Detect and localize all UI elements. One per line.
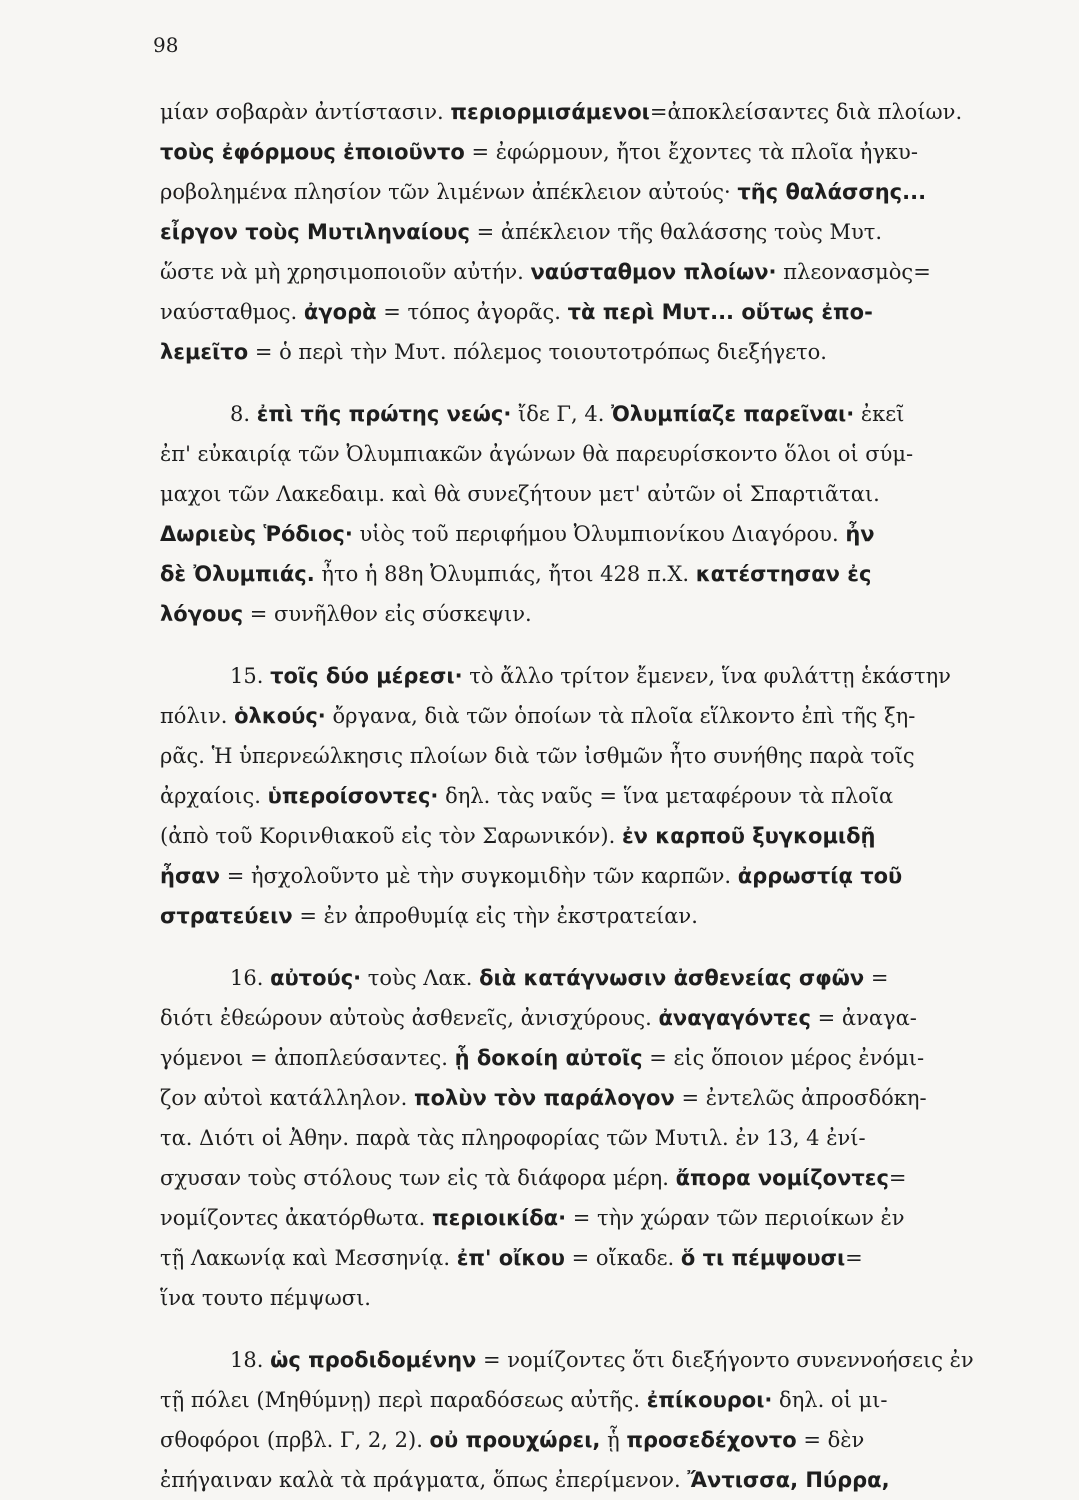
paragraph [160,92,1050,372]
lemma-term: διὰ κατάγνωσιν ἀσθενείας σφῶν [479,966,865,990]
lemma-term: λεμεῖτο [160,340,249,364]
lemma-term: ὅ τι πέμψουσι [680,1246,846,1270]
gloss-text: = νομίζοντες ὅτι διεξήγοντο συνεννοήσεις ἐν [476,1348,974,1372]
gloss-text: = ἐντελῶς ἀπροσδόκη- [674,1086,927,1110]
paragraph [160,394,1050,634]
text-line [160,998,1050,1038]
gloss-text: = ἐφώρμουν, ἤτοι ἔχοντες τὰ πλοῖα ἠγκυ- [464,140,918,164]
text-line [160,1340,1050,1380]
gloss-text: ἴδε Γ, 4. [511,402,612,426]
lemma-term: Ὀλυμπίαζε παρεῖναι· [611,402,855,426]
text-line [160,132,1050,172]
gloss-text: = [845,1246,863,1270]
lemma-term: τοὺς ἐφόρμους ἐποιοῦντο [160,140,465,164]
text-line [160,656,1050,696]
gloss-text: δηλ. τὰς ναῦς = ἵνα μεταφέρουν τὰ πλοῖα [438,784,894,808]
text-line [160,958,1050,998]
text-line [160,252,1050,292]
lemma-term: ἐπ' οἴκου [456,1246,565,1270]
gloss-text: ἵνα τουτο πέμψωσι. [160,1286,371,1310]
gloss-text: τὸ ἄλλο τρίτον ἔμενεν, ἵνα φυλάττῃ ἑκάστην [462,664,951,688]
gloss-text: νομίζοντες ἀκατόρθωτα. [160,1206,433,1230]
text-line [160,1278,1050,1318]
gloss-text: = ἀναγα- [810,1006,917,1030]
gloss-text: δηλ. οἱ μι- [772,1388,888,1412]
text-line [160,776,1050,816]
gloss-text: σχυσαν τοὺς στόλους των εἰς τὰ διάφορα μέρη. [160,1166,676,1190]
paragraph-gap [160,372,1050,394]
gloss-text: = ἠσχολοῦντο μὲ τὴν συγκομιδὴν τῶν καρπῶν. [220,864,738,888]
gloss-text: (ἀπὸ τοῦ Κορινθιακοῦ εἰς τὸν Σαρωνικόν). [160,824,622,848]
lemma-term: περιορμισάμενοι [450,100,650,124]
gloss-text: ᾗ [600,1428,627,1452]
lemma-term: ὑπεροίσοντες· [267,784,439,808]
gloss-text: = εἰς ὅποιον μέρος ἐνόμι- [642,1046,925,1070]
lemma-term: ἦσαν [160,864,221,888]
gloss-text: τῇ πόλει (Μηθύμνῃ) περὶ παραδόσεως αὐτῆς. [160,1388,647,1412]
gloss-text: ἦτο ἡ 88η Ὀλυμπιάς, ἤτοι 428 π.Χ. [314,562,696,586]
page-number: 98 [153,33,179,57]
lemma-term: ἦν [845,522,875,546]
lemma-term: ἀρρωστίᾳ τοῦ [737,864,903,888]
gloss-text: = ἐν ἀπροθυμίᾳ εἰς τὴν ἐκστρατείαν. [292,904,698,928]
gloss-text: σθοφόροι (πρβλ. Γ, 2, 2). [160,1428,430,1452]
gloss-text: μαχοι τῶν Λακεδαιμ. καὶ θὰ συνεζήτουν μετ' αὐτῶν οἱ Σπαρτιᾶται. [160,482,880,506]
text-line [160,172,1050,212]
lemma-term: προσεδέχοντο [626,1428,797,1452]
gloss-text: ἐπ' εὐκαιρίᾳ τῶν Ὀλυμπιακῶν ἀγώνων θὰ παρευρίσκοντο ὅλοι οἱ σύμ- [160,442,914,466]
text-line [160,292,1050,332]
gloss-text: =ἀποκλείσαντες διὰ πλοίων. [649,100,963,124]
gloss-text: = οἴκαδε. [564,1246,681,1270]
lemma-term: λόγους [160,602,244,626]
gloss-text: ἐκεῖ [854,402,905,426]
lemma-term: πολὺν τὸν παράλογον [413,1086,675,1110]
text-line [160,1118,1050,1158]
gloss-text: = συνῆλθον εἰς σύσκεψιν. [243,602,532,626]
gloss-text: ροβολημένα πλησίον τῶν λιμένων ἀπέκλειον αὐτούς· [160,180,738,204]
lemma-term: ἄπορα νομίζοντες [675,1166,889,1190]
gloss-text: τα. Διότι οἱ Ἀθην. παρὰ τὰς πληροφορίας τῶν Μυτιλ. ἐν 13, 4 ἐνί- [160,1126,866,1150]
commentary-text [160,92,1050,1500]
gloss-text: = τόπος ἀγορᾶς. [376,300,568,324]
lemma-term: ᾗ δοκοίη αὐτοῖς [454,1046,643,1070]
paragraph-gap [160,936,1050,958]
gloss-text: υἱὸς τοῦ περιφήμου Ὀλυμπιονίκου Διαγόρου. [352,522,846,546]
text-line [160,594,1050,634]
gloss-text: 18. [230,1348,271,1372]
lemma-term: τοῖς δύο μέρεσι· [270,664,463,688]
text-line [160,474,1050,514]
text-line [160,1380,1050,1420]
text-line [160,514,1050,554]
gloss-text: 16. [230,966,271,990]
lemma-term: Δωριεὺς Ῥόδιος· [160,522,353,546]
lemma-term: τὰ περὶ Μυτ... οὕτως ἐπο- [567,300,873,324]
gloss-text: 8. [230,402,257,426]
gloss-text: ἐπήγαιναν καλὰ τὰ πράγματα, ὅπως ἐπερίμενον. [160,1468,688,1492]
lemma-term: στρατεύειν [160,904,293,928]
gloss-text: ὥστε νὰ μὴ χρησιμοποιοῦν αὐτήν. [160,260,531,284]
paragraph [160,1340,1050,1500]
lemma-term: Ἄντισσα, Πύρρα, [687,1468,890,1492]
text-line [160,816,1050,856]
text-line [160,1078,1050,1118]
text-line [160,736,1050,776]
lemma-term: ἐπίκουροι· [646,1388,773,1412]
gloss-text: = ὁ περὶ τὴν Μυτ. πόλεμος τοιουτοτρόπως διεξήγετο. [248,340,827,364]
gloss-text: ὄργανα, διὰ τῶν ὁποίων τὰ πλοῖα εἵλκοντο ἐπὶ τῆς ξη- [325,704,916,728]
lemma-term: ναύσταθμον πλοίων· [530,260,777,284]
gloss-text: μίαν σοβαρὰν ἀντίστασιν. [160,100,451,124]
text-line [160,1158,1050,1198]
text-line [160,1460,1050,1500]
paragraph [160,656,1050,936]
lemma-term: ἐν καρποῦ ξυγκομιδῇ [621,824,876,848]
gloss-text: ζον αὐτοὶ κατάλληλον. [160,1086,414,1110]
gloss-text: = τὴν χώραν τῶν περιοίκων ἐν [566,1206,905,1230]
text-line [160,896,1050,936]
gloss-text: = δὲν [796,1428,865,1452]
gloss-text: ναύσταθμος. [160,300,304,324]
gloss-text: τῇ Λακωνίᾳ καὶ Μεσσηνίᾳ. [160,1246,457,1270]
paragraph-gap [160,634,1050,656]
gloss-text: γόμενοι = ἀποπλεύσαντες. [160,1046,455,1070]
gloss-text: τοὺς Λακ. [361,966,480,990]
text-line [160,856,1050,896]
lemma-term: ὁλκούς· [234,704,326,728]
lemma-term: ἐπὶ τῆς πρώτης νεώς· [256,402,512,426]
lemma-term: αὐτούς· [270,966,362,990]
text-line [160,696,1050,736]
lemma-term: ὡς προδιδομένην [270,1348,477,1372]
lemma-term: δὲ Ὀλυμπιάς. [160,562,315,586]
lemma-term: οὐ προυχώρει, [429,1428,601,1452]
lemma-term: εἶργον τοὺς Μυτιληναίους [160,220,470,244]
gloss-text: = ἀπέκλειον τῆς θαλάσσης τοὺς Μυτ. [469,220,883,244]
text-line [160,394,1050,434]
text-line [160,1198,1050,1238]
text-line [160,1420,1050,1460]
gloss-text: διότι ἐθεώρουν αὐτοὺς ἀσθενεῖς, ἀνισχύρους. [160,1006,659,1030]
gloss-text: 15. [230,664,271,688]
text-line [160,212,1050,252]
lemma-term: ἀναγαγόντες [658,1006,811,1030]
paragraph-gap [160,1318,1050,1340]
text-line [160,332,1050,372]
lemma-term: τῆς θαλάσσης... [737,180,927,204]
text-line [160,554,1050,594]
text-line [160,1038,1050,1078]
gloss-text: ἀρχαίοις. [160,784,268,808]
gloss-text: ρᾶς. Ἡ ὑπερνεώλκησις πλοίων διὰ τῶν ἰσθμῶν ἦτο συνήθης παρὰ τοῖς [160,744,915,768]
lemma-term: περιοικίδα· [432,1206,567,1230]
lemma-term: ἀγορὰ [303,300,377,324]
gloss-text: = [864,966,889,990]
gloss-text: = [888,1166,907,1190]
gloss-text: πλεονασμὸς= [776,260,931,284]
text-line [160,434,1050,474]
text-line [160,92,1050,132]
text-line [160,1238,1050,1278]
paragraph [160,958,1050,1318]
gloss-text: πόλιν. [160,704,235,728]
lemma-term: κατέστησαν ἐς [695,562,872,586]
